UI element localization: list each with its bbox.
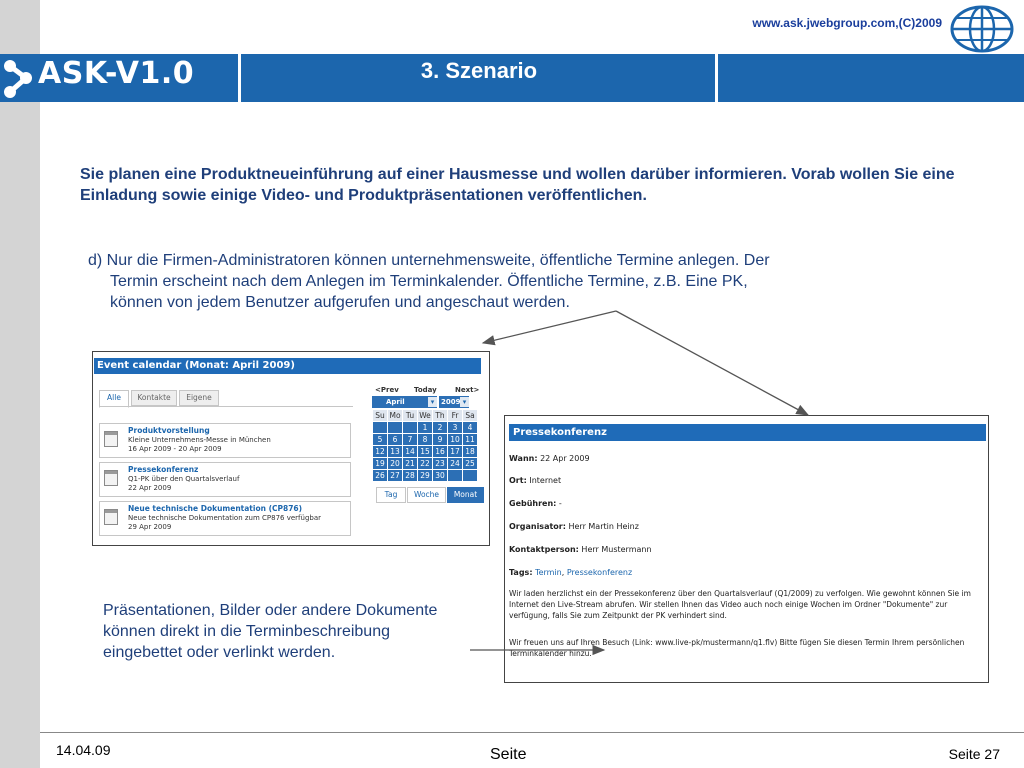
header-separator [238, 54, 241, 102]
chevron-down-icon: ▾ [428, 397, 437, 407]
detail-fees [509, 499, 562, 508]
footer-seite: Seite [490, 746, 527, 763]
event-description: Kleine Unternehmens-Messe in München [128, 436, 271, 444]
calendar-day[interactable]: 6 [388, 434, 403, 446]
event-item[interactable] [99, 462, 351, 497]
calendar-day[interactable]: 26 [373, 470, 388, 482]
weekday-header: Mo [389, 411, 401, 420]
calendar-event-icon [104, 509, 118, 525]
detail-description: Wir laden herzlichst ein der Pressekonferenz über den Quartalsverlauf (Q1/2009) zu verfolgen. Wie gewohnt können Sie im Internet den Live-Stream abrufen. Wir stellen Ihnen das Video auch noch einige Wochen im Ordner "Dokumente" zur verfügung, falls Sie zum Zeitpunkt der PK verhindert sind. [509, 589, 971, 620]
calendar-empty-cell [463, 470, 478, 482]
tag-separator: , [561, 568, 565, 577]
copyright-url: www.ask.jwebgroup.com,(C)2009 [752, 16, 942, 30]
calendar-event-icon [104, 470, 118, 486]
weekday-header: Su [373, 410, 388, 422]
calendar-day[interactable]: 19 [373, 458, 388, 470]
contact-label: Kontaktperson: [509, 545, 579, 554]
intro-text: Sie planen eine Produktneueinführung auf einer Hausmesse und wollen darüber informieren. Vorab wollen Sie eine Einladung sowie einige Video- und Produktpräsentationen veröffentlichen. [80, 166, 955, 204]
slide-title: 3. Szenario [420, 58, 538, 83]
calendar-day[interactable]: 18 [463, 446, 478, 458]
weekday-header: Sa [463, 410, 478, 422]
left-side-strip [0, 0, 40, 768]
point-line-2: Termin erscheint nach dem Anlegen im Terminkalender. Öffentliche Termine, z.B. Eine PK, [110, 273, 748, 290]
footer-page-number [949, 746, 1000, 762]
calendar-day[interactable]: 20 [388, 458, 403, 470]
calendar-day[interactable]: 27 [388, 470, 403, 482]
fees-label: Gebühren: [509, 499, 557, 508]
calendar-day[interactable]: 30 [433, 470, 448, 482]
event-title[interactable]: Pressekonferenz [128, 465, 199, 474]
event-date: 22 Apr 2009 [128, 484, 172, 492]
calendar-day[interactable]: 24 [448, 458, 463, 470]
event-calendar-screenshot [92, 351, 490, 546]
arrow-to-detail [616, 311, 808, 415]
organizer-label: Organisator: [509, 522, 566, 531]
contact-value: Herr Mustermann [581, 545, 652, 554]
year-select-value: 2009 [441, 398, 461, 406]
event-detail-screenshot [504, 415, 989, 683]
calendar-day[interactable]: 28 [403, 470, 418, 482]
calendar-day[interactable]: 13 [388, 446, 403, 458]
calendar-day[interactable]: 9 [433, 434, 448, 446]
footer-date: 14.04.09 [56, 742, 111, 758]
view-woche-button[interactable]: Woche [407, 487, 446, 503]
visit-note-text: Wir freuen uns auf Ihren Besuch (Link: [509, 638, 653, 647]
calendar-day[interactable]: 14 [403, 446, 418, 458]
calendar-day[interactable]: 17 [448, 446, 463, 458]
calendar-day[interactable]: 23 [433, 458, 448, 470]
event-title[interactable]: Neue technische Dokumentation (CP876) [128, 504, 303, 513]
event-item[interactable] [99, 423, 351, 458]
weekday-header: Fr [448, 410, 463, 422]
point-line-3: können von jedem Benutzer aufgerufen und angeschaut werden. [110, 294, 570, 311]
tag-link-pressekonferenz[interactable]: Pressekonferenz [566, 568, 633, 577]
calendar-day[interactable]: 12 [373, 446, 388, 458]
tabs-divider [99, 406, 353, 407]
next-month-link[interactable]: Next> [455, 386, 480, 394]
tag-link-termin[interactable]: Termin [535, 568, 562, 577]
location-label: Ort: [509, 476, 527, 485]
when-value: 22 Apr 2009 [540, 454, 590, 463]
prev-month-link[interactable]: <Prev [375, 386, 399, 394]
calendar-day[interactable]: 10 [448, 434, 463, 446]
calendar-day[interactable]: 1 [418, 422, 433, 434]
detail-organizer [509, 522, 639, 531]
event-date: 16 Apr 2009 - 20 Apr 2009 [128, 445, 222, 453]
calendar-day[interactable]: 15 [418, 446, 433, 458]
fees-value: - [558, 499, 562, 508]
detail-tags [509, 568, 632, 577]
embed-caption: Präsentationen, Bilder oder andere Dokumente können direkt in die Terminbeschreibung eingebettet oder verlinkt werden. [103, 602, 438, 661]
calendar-empty-cell [448, 470, 463, 482]
event-item[interactable] [99, 501, 351, 536]
location-value: Internet [529, 476, 562, 485]
calendar-day[interactable]: 29 [418, 470, 433, 482]
calendar-day[interactable]: 3 [448, 422, 463, 434]
calendar-day[interactable]: 16 [433, 446, 448, 458]
weekday-header: We [419, 411, 431, 420]
globe-logo-icon [950, 3, 1014, 53]
tab-alle[interactable]: Alle [99, 390, 129, 408]
tab-eigene[interactable]: Eigene [179, 390, 219, 406]
calendar-day[interactable]: 11 [463, 434, 478, 446]
calendar-day[interactable]: 4 [463, 422, 478, 434]
visit-note-text-end: ) Bitte fügen Sie diesen Termin Ihrem persönlichen Terminkalender hinzu. [509, 638, 965, 658]
calendar-day[interactable]: 7 [403, 434, 418, 446]
tags-label: Tags: [509, 568, 533, 577]
detail-title-bar: Pressekonferenz [509, 424, 986, 441]
calendar-empty-cell [388, 422, 403, 434]
detail-location [509, 476, 561, 485]
calendar-day[interactable]: 25 [463, 458, 478, 470]
page-label: Seite [948, 746, 981, 762]
organizer-value: Herr Martin Heinz [568, 522, 639, 531]
event-description: Neue technische Dokumentation zum CP876 verfügbar [128, 514, 322, 522]
detail-contact [509, 545, 652, 554]
year-select[interactable] [439, 396, 469, 408]
view-tag-button[interactable]: Tag [376, 487, 406, 503]
calendar-day[interactable]: 21 [403, 458, 418, 470]
month-select-value: April [386, 398, 405, 406]
calendar-event-icon [104, 431, 118, 447]
point-line-1: d) Nur die Firmen-Administratoren können unternehmensweite, öffentliche Termine anlegen. Der [88, 252, 770, 269]
calendar-title-bar: Event calendar (Monat: April 2009) [94, 358, 481, 374]
month-select[interactable] [372, 396, 437, 408]
calendar-day[interactable]: 8 [418, 434, 433, 446]
chevron-down-icon: ▾ [460, 397, 469, 407]
today-link[interactable]: Today [414, 386, 437, 394]
detail-when [509, 454, 590, 463]
brand-star-icon [0, 54, 40, 102]
when-label: Wann: [509, 454, 538, 463]
event-title[interactable]: Produktvorstellung [128, 426, 210, 435]
tab-kontakte[interactable]: Kontakte [131, 390, 177, 406]
event-description: Q1-PK über den Quartalsverlauf [128, 475, 240, 483]
brand-title: ASK-V1.0 [38, 56, 195, 91]
weekday-header: Tu [403, 410, 418, 422]
calendar-empty-cell [373, 422, 388, 434]
detail-visit-note [509, 637, 979, 659]
live-stream-link[interactable]: www.live-pk/mustermann/q1.flv [655, 638, 775, 647]
month-grid [372, 409, 478, 482]
bullet-point-d [88, 250, 968, 313]
footer-divider [40, 732, 1024, 733]
calendar-day[interactable]: 2 [433, 422, 448, 434]
arrow-to-calendar [483, 311, 616, 343]
calendar-empty-cell [403, 422, 418, 434]
view-monat-button[interactable]: Monat [447, 487, 484, 503]
page-number: 27 [984, 746, 1000, 762]
weekday-header: Th [433, 410, 448, 422]
event-date: 29 Apr 2009 [128, 523, 172, 531]
calendar-day[interactable]: 5 [373, 434, 388, 446]
calendar-day[interactable]: 22 [418, 458, 433, 470]
